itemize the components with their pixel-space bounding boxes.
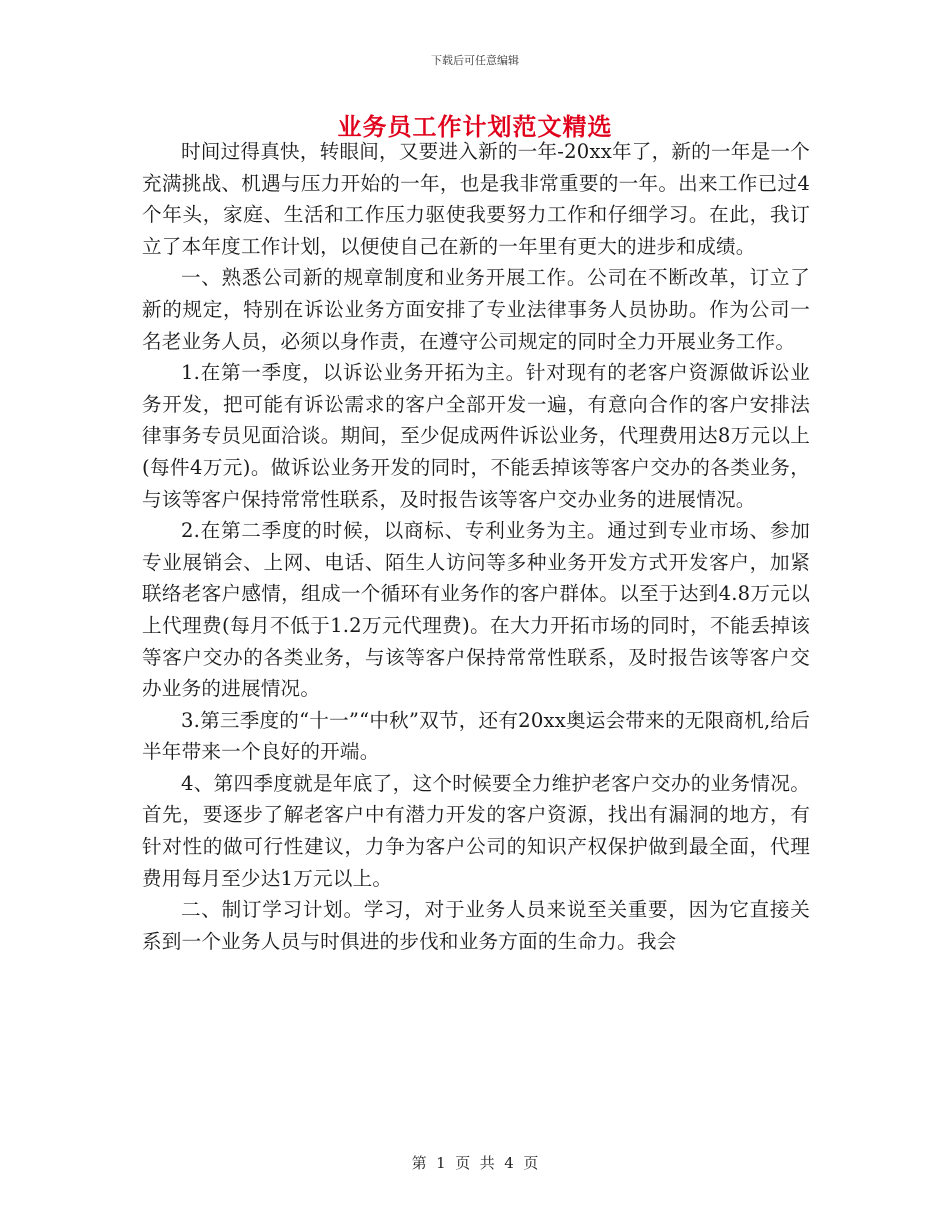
paragraph-q1: 1.在第一季度，以诉讼业务开拓为主。针对现有的老客户资源做诉讼业务开发，把可能有诉讼需求的客户全部开发一遍，有意向合作的客户安排法律事务专员见面洽谈。期间，至少促成两件诉讼业务，代理费用达8万元以上(每件4万元)。做诉讼业务开发的同时，不能丢掉该等客户交办的各类业务，与该等客户保持常常性联系，及时报告该等客户交办业务的进展情况。 (142, 361, 810, 511)
paragraph-intro: 时间过得真快，转眼间，又要进入新的一年-20xx年了，新的一年是一个充满挑战、机遇与压力开始的一年，也是我非常重要的一年。出来工作已过4个年头，家庭、生活和工作压力驱使我要努力工作和仔细学习。在此，我订立了本年度工作计划，以便使自己在新的一年里有更大的进步和成绩。 (142, 140, 810, 258)
paragraph-q4: 4、第四季度就是年底了，这个时候要全力维护老客户交办的业务情况。首先，要逐步了解老客户中有潜力开发的客户资源，找出有漏洞的地方，有针对性的做可行性建议，力争为客户公司的知识产权保护做到最全面，代理费用每月至少达1万元以上。 (142, 771, 810, 890)
paragraph-section-1: 一、熟悉公司新的规章制度和业务开展工作。公司在不断改革，订立了新的规定，特别在诉讼业务方面安排了专业法律事务人员协助。作为公司一名老业务人员，必须以身作责，在遵守公司规定的同时全力开展业务工作。 (142, 266, 810, 353)
page-number-footer (0, 1153, 950, 1173)
paragraph-q3: 3.第三季度的“十一”“中秋”双节，还有20xx奥运会带来的无限商机,给后半年带来一个良好的开端。 (142, 708, 810, 764)
paragraph-q2: 2.在第二季度的时候，以商标、专利业务为主。通过到专业市场、参加专业展销会、上网、电话、陌生人访问等多种业务开发方式开发客户，加紧联络老客户感情，组成一个循环有业务作的客户群体。以至于达到4.8万元以上代理费(每月不低于1.2万元代理费)。在大力开拓市场的同时，不能丢掉该等客户交办的各类业务，与该等客户保持常常性联系，及时报告该等客户交办业务的进展情况。 (142, 519, 810, 701)
document-title: 业务员工作计划范文精选 (337, 112, 613, 141)
document-body (142, 136, 810, 957)
page-header: 下载后可任意编辑 (431, 54, 519, 67)
paragraph-section-2: 二、制订学习计划。学习，对于业务人员来说至关重要，因为它直接关系到一个业务人员与时俱进的步伐和业务方面的生命力。我会 (142, 898, 810, 953)
page-number-text: 第 1 页 共 4 页 (411, 1154, 539, 1172)
